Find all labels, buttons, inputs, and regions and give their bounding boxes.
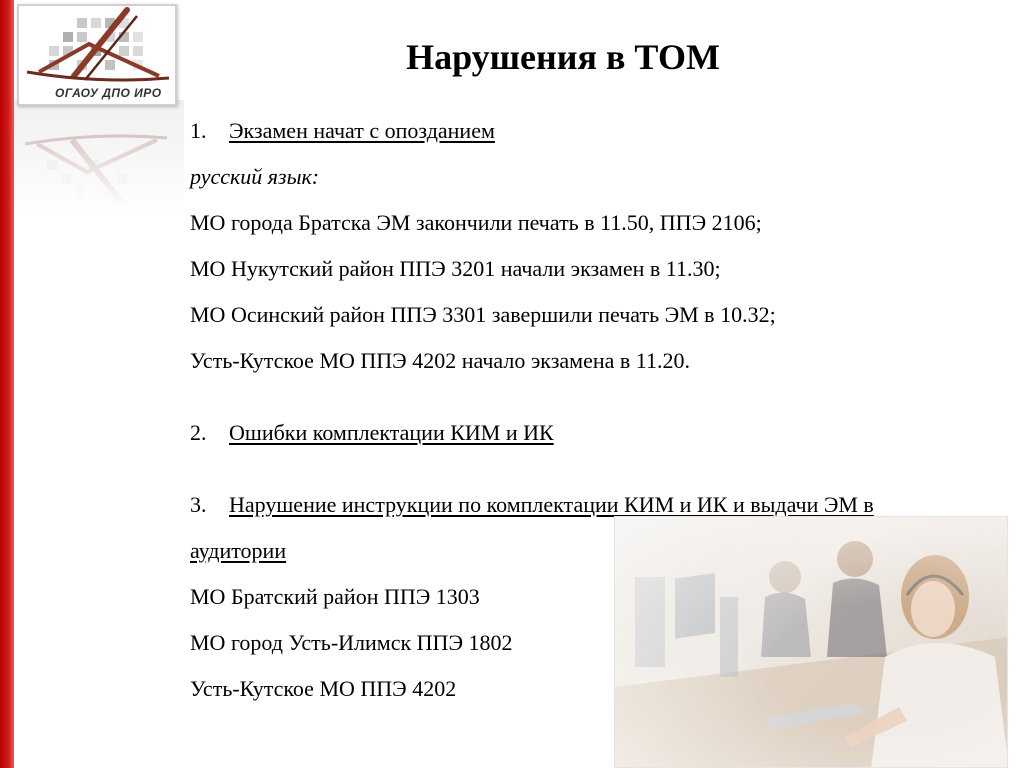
section-3-heading-continuation: аудитории xyxy=(190,538,287,563)
slide-title: Нарушения в ТОМ xyxy=(406,37,720,77)
section-3-item: МО Братский район ППЭ 1303 xyxy=(190,584,480,609)
photo-vignette xyxy=(615,517,1007,767)
section-1-item: Усть-Кутское МО ППЭ 4202 начало экзамена в 11.20. xyxy=(190,348,690,373)
section-1-item: МО Осинский район ППЭ 3301 завершили печать ЭМ в 10.32; xyxy=(190,302,776,327)
classroom-photo xyxy=(614,516,1008,768)
section-1-subject: русский язык: xyxy=(190,164,320,189)
section-1-item: МО Нукутский район ППЭ 3201 начали экзамен в 11.30; xyxy=(190,256,721,281)
section-number: 2. xyxy=(190,420,207,445)
section-2-heading xyxy=(190,420,554,446)
left-accent-bar xyxy=(0,0,14,768)
section-3-item: МО город Усть-Илимск ППЭ 1802 xyxy=(190,630,513,655)
section-1-item: МО города Братска ЭМ закончили печать в 11.50, ППЭ 2106; xyxy=(190,210,762,235)
section-number: 3. xyxy=(190,492,207,517)
section-3-heading xyxy=(190,492,874,518)
section-heading-text: Экзамен начат с опозданием xyxy=(229,118,495,143)
section-1-heading xyxy=(190,118,495,144)
section-heading-text: Нарушение инструкции по комплектации КИМ и ИК и выдачи ЭМ в xyxy=(229,492,874,517)
logo-reflection xyxy=(17,108,177,208)
section-heading-text: Ошибки комплектации КИМ и ИК xyxy=(229,420,554,445)
logo-caption: ОГАОУ ДПО ИРО xyxy=(55,86,162,100)
logo-reflection-icon xyxy=(17,108,177,208)
section-number: 1. xyxy=(190,118,207,143)
section-3-item: Усть-Кутское МО ППЭ 4202 xyxy=(190,676,457,701)
